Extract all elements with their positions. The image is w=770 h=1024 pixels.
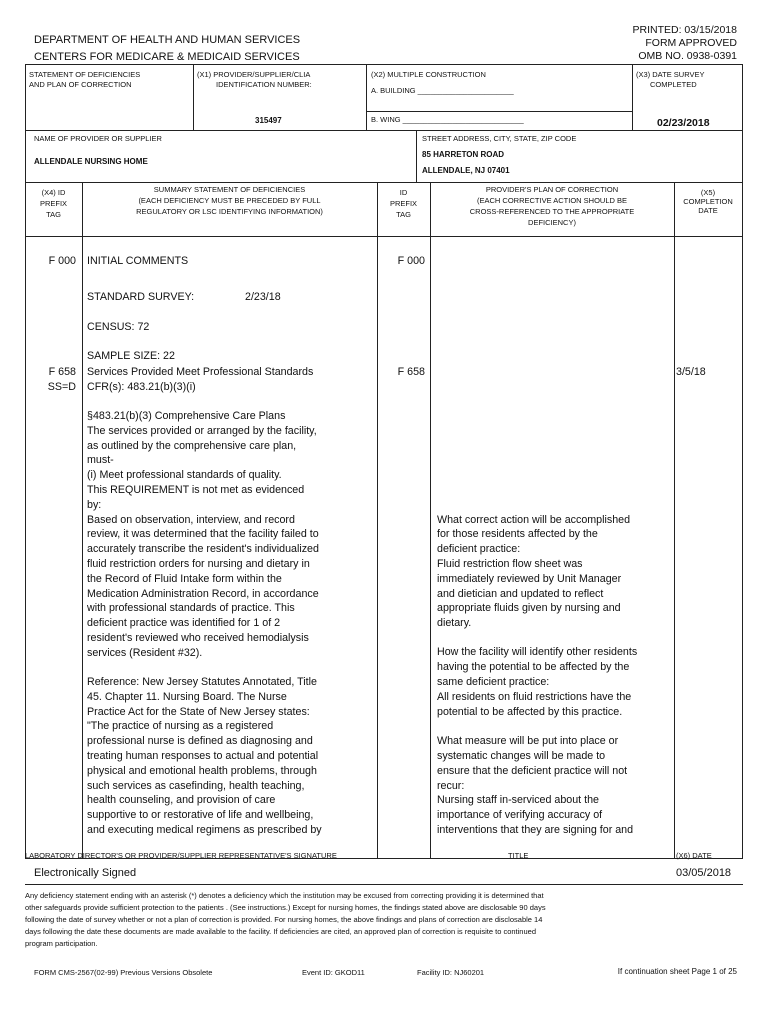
plan-line: potential to be affected by this practice.	[437, 706, 623, 718]
summary-header-3: REGULATORY OR LSC IDENTIFYING INFORMATION)	[136, 207, 323, 216]
provider-name-label: NAME OF PROVIDER OR SUPPLIER	[34, 134, 162, 143]
x5-label-1: (X5)	[700, 188, 716, 197]
summary-line: CENSUS: 72	[87, 321, 150, 333]
x5-label-3: DATE	[698, 206, 718, 215]
plan-line: ensure that the deficient practice will not	[437, 765, 628, 777]
form-number: FORM CMS-2567(02-99) Previous Versions Obsolete	[34, 968, 213, 977]
summary-line: health counseling, and provision of care	[87, 794, 276, 806]
x1-label-1: (X1) PROVIDER/SUPPLIER/CLIA	[197, 70, 311, 79]
prefix-tag-f658: F 658	[48, 366, 76, 378]
summary-line: fluid restriction orders for nursing and dietary in	[87, 558, 310, 570]
summary-line: Practice Act for the State of New Jersey states:	[87, 706, 310, 718]
summary-line: STANDARD SURVEY:	[87, 291, 195, 303]
footnote	[25, 890, 546, 950]
form-approved: FORM APPROVED	[645, 37, 737, 49]
x5-label-2: COMPLETION	[683, 197, 733, 206]
title-label: TITLE	[508, 851, 529, 860]
page-number: If continuation sheet Page 1 of 25	[617, 967, 737, 976]
summary-line: supportive to or restorative of life and wellbeing,	[87, 809, 314, 821]
statement-label-2: AND PLAN OF CORRECTION	[29, 80, 132, 89]
summary-line: must-	[87, 454, 114, 466]
summary-line: as outlined by the comprehensive care plan,	[87, 440, 297, 452]
signature-label: LABORATORY DIRECTOR'S OR PROVIDER/SUPPLIER REPRESENTATIVE'S SIGNATURE	[25, 851, 337, 860]
plan-line: deficient practice:	[437, 543, 521, 555]
x4-label-3: TAG	[46, 210, 61, 219]
summary-line: 45. Chapter 11. Nursing Board. The Nurse	[87, 691, 287, 703]
plan-line: All residents on fluid restrictions have the	[437, 691, 632, 703]
footnote-line: Any deficiency statement ending with an asterisk (*) denotes a deficiency which the institution may be excused from correcting providing it is determined that	[25, 891, 544, 900]
summary-line: "The practice of nursing as a registered	[87, 720, 274, 732]
summary-line: review, it was determined that the facility failed to	[87, 528, 319, 540]
plan-line: same deficient practice:	[437, 676, 550, 688]
summary-line: by:	[87, 499, 102, 511]
summary-line: professional nurse is defined as diagnosing and	[87, 735, 313, 747]
x2-label: (X2) MULTIPLE CONSTRUCTION	[371, 70, 486, 79]
summary-line: physical and emotional health problems, through	[87, 765, 317, 777]
summary-line: treating human responses to actual and potential	[87, 750, 319, 762]
plan-line: interventions that they are signing for and	[437, 824, 634, 836]
summary-line: services (Resident #32).	[87, 647, 203, 659]
centers-title: CENTERS FOR MEDICARE & MEDICAID SERVICES	[34, 51, 300, 63]
signature-date: 03/05/2018	[676, 867, 732, 879]
summary-header-2: (EACH DEFICIENCY MUST BE PRECEDED BY FULL	[138, 196, 321, 205]
plan-line: recur:	[437, 780, 465, 792]
facility-id: Facility ID: NJ60201	[417, 968, 485, 977]
plan-line: having the potential to be affected by the	[437, 661, 630, 673]
footnote-line: program participation.	[25, 939, 98, 948]
summary-line: CFR(s): 483.21(b)(3)(i)	[87, 381, 196, 393]
x3-label-1: (X3) DATE SURVEY	[636, 70, 705, 79]
plan-header-4: DEFICIENCY)	[528, 218, 576, 227]
summary-line: accurately transcribe the resident's individualized	[87, 543, 319, 555]
summary-line: deficient practice was identified for 1 of 2	[87, 617, 281, 629]
provider-name: ALLENDALE NURSING HOME	[34, 157, 148, 166]
summary-line: SAMPLE SIZE: 22	[87, 350, 175, 362]
id-label-2: PREFIX	[389, 199, 418, 208]
id-label-3: TAG	[396, 210, 411, 219]
summary-line: The services provided or arranged by the facility,	[87, 425, 317, 437]
summary-line: the Record of Fluid Intake form within the	[87, 573, 282, 585]
plan-header-1: PROVIDER'S PLAN OF CORRECTION	[485, 185, 619, 194]
statement-label-1: STATEMENT OF DEFICIENCIES	[29, 70, 141, 79]
summary-line: (i) Meet professional standards of quality.	[87, 469, 282, 481]
plan-line: What measure will be put into place or	[437, 735, 619, 747]
summary-line: Reference: New Jersey Statutes Annotated, Title	[87, 676, 317, 688]
summary-line: 2/23/18	[245, 291, 281, 303]
footnote-line: days following the date these documents are made available to the facility. If deficiencies are cited, an approved plan of correction is requisite to continued	[25, 927, 536, 936]
plan-line: systematic changes will be made to	[437, 750, 606, 762]
summary-line: Medication Administration Record, in accordance	[87, 588, 319, 600]
summary-line: with professional standards of practice. This	[87, 602, 295, 614]
x4-label-2: PREFIX	[39, 199, 68, 208]
plan-line: Fluid restriction flow sheet was	[437, 558, 583, 570]
plan-line: How the facility will identify other residents	[437, 646, 638, 658]
plan-header-2: (EACH CORRECTIVE ACTION SHOULD BE	[476, 196, 628, 205]
plan-line: appropriate fluids given by nursing and	[437, 602, 621, 614]
department-title: DEPARTMENT OF HEALTH AND HUMAN SERVICES	[34, 34, 301, 46]
plan-line: for those residents affected by the	[437, 528, 598, 540]
summary-line: Services Provided Meet Professional Standards	[87, 366, 314, 378]
street-address: 85 HARRETON ROAD	[422, 150, 505, 159]
x4-label-1: (X4) ID	[41, 188, 66, 197]
summary-line: such services as casefinding, health teaching,	[87, 780, 305, 792]
plan-tag-f000: F 000	[397, 255, 425, 267]
plan-header-3: CROSS-REFERENCED TO THE APPROPRIATE	[469, 207, 635, 216]
plan-line: immediately reviewed by Unit Manager	[437, 573, 622, 585]
summary-line: resident's reviewed who received hemodialysis	[87, 632, 309, 644]
plan-line: Nursing staff in-serviced about the	[437, 794, 599, 806]
summary-line: and executing medical regimens as prescribed by	[87, 824, 322, 836]
summary-line: Based on observation, interview, and record	[87, 514, 295, 526]
footnote-line: following the date of survey whether or not a plan of correction is provided. For nursing homes, the above findings and plans of correction are disclosable 14	[25, 915, 543, 924]
summary-line: This REQUIREMENT is not met as evidenced	[87, 484, 305, 496]
plan-line: dietary.	[437, 617, 472, 629]
x3-label-2: COMPLETED	[650, 80, 697, 89]
plan-line: and dietician and updated to reflect	[437, 588, 604, 600]
completion-date: 3/5/18	[676, 366, 706, 378]
id-label-1: ID	[399, 188, 408, 197]
omb-number: OMB NO. 0938-0391	[638, 50, 737, 62]
provider-number: 315497	[255, 116, 282, 125]
printed-date: PRINTED: 03/15/2018	[632, 24, 737, 36]
event-id: Event ID: GKOD11	[302, 968, 365, 977]
city-state-zip: ALLENDALE, NJ 07401	[422, 166, 510, 175]
prefix-tag-f000: F 000	[48, 255, 76, 267]
date-label: (X6) DATE	[676, 851, 712, 860]
x1-label-2: IDENTIFICATION NUMBER:	[216, 80, 312, 89]
address-label: STREET ADDRESS, CITY, STATE, ZIP CODE	[422, 134, 577, 143]
summary-line: INITIAL COMMENTS	[87, 255, 189, 267]
summary-line: §483.21(b)(3) Comprehensive Care Plans	[87, 410, 286, 422]
survey-date: 02/23/2018	[657, 117, 710, 129]
plan-line: importance of verifying accuracy of	[437, 809, 603, 821]
scope-severity: SS=D	[47, 381, 76, 393]
summary-header-1: SUMMARY STATEMENT OF DEFICIENCIES	[153, 185, 306, 194]
plan-tag-f658: F 658	[397, 366, 425, 378]
footnote-line: other safeguards provide sufficient protection to the patients . (See instructions.) Except for nursing homes, the findings stated above are disclosable 90 days	[25, 903, 546, 912]
plan-line: What correct action will be accomplished	[437, 514, 631, 526]
wing-field: B. WING _____________________________	[371, 115, 524, 124]
signature-value: Electronically Signed	[34, 867, 137, 879]
building-field: A. BUILDING _______________________	[371, 86, 514, 95]
